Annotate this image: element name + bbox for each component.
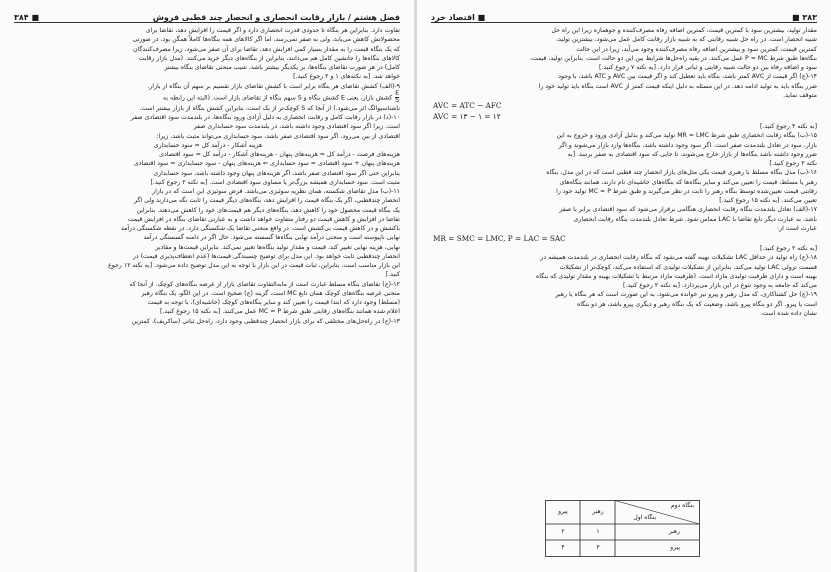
item-10-line: اقتصادی از بین می‌رود. اگر سود اقتصادی صفر باشد، سود حسابداری می‌تواند مثبت باشد، زیرا: — [156, 132, 400, 140]
item-19-line: است یا پیرو. اگر دو بنگاه پیرو باشد، وضعیت که یک بنگاه رهبر و دیگری پیرو باشد، هر دو بنگاه — [577, 300, 817, 308]
right-para-line: مقدار تولید، بیشترین سود با کمترین قیمت، کمترین اضافه رفاه مصرف‌کننده و جوهمازه زیرا این راه حل — [551, 27, 817, 34]
item-13-line: ۱۳-(ج) در راه‌حل‌های مختلفی که برای بازار انحصار چندقطبی وجود دارد، راه‌حل ثباتی (ساکریف)، کمترین — [131, 317, 400, 325]
item-16-line: رهبر یا مسلط، قیمت را تعیین می‌کند و سایر بنگاه‌ها که بنگاه‌های حاشیه‌ای نام دارند، همانند بنگاه‌های — [559, 178, 817, 186]
table-cell: ۲ — [561, 528, 565, 535]
left-para-line: محصولاتش کاهش می‌یابد، ولی به صفر نمی‌رسد. اما اگر کالاهای همه بنگاه‌ها کاملاً همگن بود، در صورتی — [132, 36, 400, 44]
left-page-number: ■ ۳۸۴ — [14, 13, 39, 22]
item-11-line: تقاضا در افزایش و کاهش قیمت دو رفتار متفاوت خواهد داشت و به عبارتی تقاضای بنگاه در افزایش قیمت — [127, 215, 400, 223]
item-9-line: ۹-(الف) کشش تقاضای هر بنگاه برابر است با کشش تقاضای بازار تقسیم بر سهم آن بنگاه از بازار. — [147, 82, 400, 90]
item-11-line: نهایی ناپیوسته است و منحنی درآمد نهایی بنگاه‌ها گسسته می‌شود. حال اگر در دامنه گسستگی درآمد — [143, 234, 400, 242]
fraction-numerator: E — [395, 89, 399, 97]
item-16-line: تعیین می‌کنند. [به نکته ۱۵ رجوع کنید.] — [719, 197, 817, 204]
item-10-line: هزینه آشکار - درآمد کل = سود حسابداری — [153, 141, 263, 149]
item-18-line: قسمت نزولی LAC تولید می‌کند. بنابراین از تشکیلات تولیدی که استفاده می‌کند، کوچک‌تر از تشکیلات — [559, 263, 817, 271]
left-page-header — [14, 8, 400, 23]
table-col-header-follower: پیرو — [558, 508, 568, 515]
fraction-denominator: S — [395, 96, 399, 104]
item-11-line: انحصار چندقطبی، اگر یک بنگاه قیمت را افزایش دهد، بنگاه‌های دیگر قیمت را ثابت نگه می‌دارند ولی اگر — [134, 197, 400, 205]
right-para-line: شبیه انحصار است. در راه حل شبیه رقابتی که به شبیه بازار رقابت کامل عمل می‌شود، بیشترین تولید، — [556, 36, 817, 44]
table-row-label-leader: رهبر — [668, 528, 680, 535]
item-18-line: ۱۸-(ج) راه تولید در حداقل LAC تشکیلات بهینه گفته می‌شود که بنگاه رقابت انحصاری در بلندمدت همیشه در — [540, 254, 817, 262]
item-18-line: می‌کند که جامعه به وجود تنوع در این بازار می‌پردازد. [به نکته ۲ رجوع کنید.] — [622, 282, 817, 289]
item-11-line: نهایی، هزینه نهایی تغییر کند، قیمت و مقدار تولید بنگاه‌ها تغییر نمی‌کند. بنابراین قیمت‌ها و مقادیر — [155, 243, 400, 251]
table-corner-bottom: بنگاه اول — [633, 514, 656, 521]
elasticity-fraction — [395, 91, 399, 104]
left-para-line: خواهد شد. [به نکته‌های ۱ و ۲ رجوع کنید.] — [293, 73, 400, 81]
item-10-line: است. زیرا اگر سود اقتصادی وجود داشته باشد، در بلندمدت سود حسابداری صفر — [193, 123, 400, 131]
item-14-line: متوقف نماید. — [783, 91, 817, 99]
item-9-line: ناشناسیوالگ اثر می‌شود.) از آنجا که S کوچک‌تر از یک است، بنابراین کشش بنگاه از بازار بیشتر است. — [139, 104, 400, 112]
right-para-line: کمترین قیمت، کمترین سود و بیشترین اضافه رفاه مصرف‌کننده وجود می‌آید، زیرا در این حالت — [576, 45, 817, 53]
item-11-line: ۱۱-(ب) مدل تقاضای شکسته، همان نظریه سوئیزی می‌باشد. فرض سوئیزی این است که در بازار — [152, 188, 400, 195]
item-19-line: نشان داده شده است. — [760, 309, 817, 317]
left-header-title: فصل هشتم / بازار رقابت انحصاری و انحصار چند قطبی فروش — [152, 13, 400, 22]
table-cell: ۳ — [596, 544, 600, 551]
item-15-line: ضرر وجود داشته باشد بنگاه‌ها از بازار خارج می‌شوند. تا جایی که سود اقتصادی به صفر برسد. [به — [567, 150, 817, 158]
item-10-line: هزینه‌های فرصت - درآمد کل = هزینه‌های پنهان - هزینه‌های آشکار - درآمد کل = سود اقتصادی — [159, 151, 400, 158]
right-page-body — [433, 26, 817, 572]
left-para-line: کامل) در هر صورت تقاضای بنگاه‌ها، بر یکدیگر بیشتر باشد، شیب منحنی تقاضای بنگاه بیشتر — [164, 64, 400, 71]
right-page — [417, 0, 831, 572]
right-para-line: سود و اضافه رفاه بین دو حالت شبیه رقابتی و ثباتی قرار دارد. [به نکته ۷ رجوع کنید.] — [598, 64, 817, 71]
item-12-line: ۱۲-(ج) تقاضای بنگاه مسلط عبارت است از مابه‌التفاوت تقاضای بازار از عرضه بنگاه‌های کوچک. از آنجا که — [129, 280, 400, 288]
item-9-formula-line — [16, 91, 400, 104]
item-12-line: (مسلط) وجود دارد که ابتدا قیمت را تعیین کند و سایر بنگاه‌های کوچک (حاشیه‌ای)، با توجه به قیمت — [147, 299, 400, 306]
item-18-line: بهینه است و دارای ظرفیت تولیدی مازاد است. (ظرفیت مازاد مرتبط با تشکیلات بهینه و مقدار تولیدی که بنگاه — [536, 272, 817, 280]
item-10-line: هزینه‌های پنهان + سود اقتصادی = سود حسابداری ⇐ هزینه‌های پنهان - سود حسابداری = سود اقتصادی — [133, 160, 400, 168]
item-17-line: باشد، به عبارت دیگر تابع تقاضا با LAC مماس شود. شرط تعادل بلندمدت بنگاه رقابت انحصاری — [573, 215, 817, 223]
right-page-header — [431, 8, 817, 23]
left-page — [0, 0, 414, 572]
item-9-text: کشش بازار، یعنی E کشش بنگاه و S سهم بنگاه از تقاضای بازار است. (البته این رابطه به — [163, 94, 393, 102]
table-row-label-follower: پیرو — [670, 544, 680, 551]
equation-long-run: MR = SMC = LMC, P = LAC = SAC — [433, 234, 566, 243]
item-12-line: اعلام شده همانند بنگاه‌های رقابتی طبق شرط MC = P عمل می‌کنند. [به نکته ۱۵ رجوع کنید.] — [160, 308, 400, 316]
item-16-line: رقابتی قیمت تعیین‌شده توسط بنگاه رهبر را ثابت در نظر می‌گیرند و طبق شرط MC = P تولید خود را — [556, 187, 817, 195]
item-15-line: بازار، سود در تعادل بلندمدت صفر است. اگر سود وجود داشته باشد، بنگاه‌ها وارد بازار می‌شوند و اگر — [558, 141, 817, 149]
left-para-line: که یک بنگاه قیمت را به مقدار بسیار کمی افزایش دهد، تقاضا برای آن صفر می‌شود، زیرا مصرف‌کنندگان — [133, 45, 400, 53]
item-11-line: کنید.] — [385, 271, 400, 279]
item-17-line: عبارت است از: — [777, 224, 817, 232]
equation-note: [به نکته ۲ رجوع کنید.] — [760, 245, 817, 252]
right-page-number: ۳۸۳ ■ — [792, 13, 817, 22]
item-19-line: ۱۹-(ج) حل کشتاکاری، که مدل رهبر و پیرو نیز خوانده می‌شود، به این صورت است که هر بنگاه یا رهبر — [555, 291, 817, 299]
table-corner-top: بنگاه دوم — [671, 502, 694, 509]
right-header-title: ■ اقتصاد خرد — [431, 13, 486, 22]
equation-note: [به نکته ۴ رجوع کنید.] — [760, 123, 817, 130]
table-cell: ۱ — [596, 528, 600, 535]
item-10-line: ۱۰-(د) در بازار رقابت کامل و رقابت انحصاری به دلیل آزادی ورود بنگاه‌ها، در بلندمدت سود اقتصادی صفر — [130, 114, 400, 121]
item-10-line: بنابراین حتی اگر سود اقتصادی صفر باشد، اگر هزینه‌های پنهان وجود داشته باشد، سود حسابداری — [153, 169, 400, 177]
left-para-line: کالاهای بنگاه‌ها را جانشین کامل هم می‌دانند، بنابراین از بنگاه‌های دیگر خرید می‌کنند. (مدل بازار رقابت — [138, 54, 400, 62]
item-15-line: ۱۵-(ب) بنگاه رقابت انحصاری طبق شرط MR = LMC تولید می‌کند و بدلیل آزادی ورود و خروج به این — [556, 132, 817, 140]
left-page-body — [16, 26, 400, 572]
equation-avc-1: AVC = ATC − AFC — [433, 101, 502, 110]
table-col-header-leader: رهبر — [592, 508, 604, 515]
item-11-line: یک بنگاه قیمت محصول خود را کاهش دهد، بنگاه‌های دیگر هم قیمت‌های خود را کاهش می‌دهند. بنابراین — [136, 206, 400, 214]
item-10-line: مثبت است. سود حسابداری همیشه بزرگ‌تر یا مساوی سود اقتصادی است. [به نکته ۲ رجوع کنید.] — [150, 178, 400, 186]
item-15-line: نکته ۲ رجوع کنید.] — [769, 160, 817, 167]
item-16-line: ۱۶-(ب) مدل بنگاه مسلط با رهبری قیمت یکی مثل‌های بازار انحصار چند قطبی است که در این مدل، بنگاه — [546, 169, 817, 177]
right-para-line: بنگاه‌ها طبق شرط P = MC عمل می‌کنند. در بقیه راه‌حل‌ها شرایط بین این دو حالت است. بنابراین تولید، قیمت، — [529, 54, 817, 62]
item-11-line: این بازار مناسب است. بنابراین، ثبات قیمت در این بازار با توجه به این مدل توضیح داده می‌شود. [به نکته ۱۲ رجوع — [108, 262, 400, 269]
equation-avc-2: AVC = ۱۳ − ۱ = ۱۲ — [433, 112, 501, 121]
item-14-line: ۱۴-(ج) اگر قیمت از AVC کمتر باشد، بنگاه باید تعطیل کند و اگر قیمت بین AVC و ATC باشد، با وجود — [558, 73, 817, 81]
item-11-line: باکشش و در کاهش قیمت بی‌کشش است. در واقع منحنی تقاضا یک شکستگی دارد. در نقطه شکستگی درآمد — [120, 225, 400, 232]
item-11-line: انحصار چندقطبی ثابت خواهد بود. این مدل برای توضیح چسبندگی قیمت‌ها (عدم انعطاف‌پذیری قیمت) در — [132, 252, 400, 260]
payoff-table — [545, 500, 700, 557]
table-cell: ۴ — [561, 544, 565, 551]
left-para-line: تفاوت دارد. بنابراین هر بنگاه تا حدودی قدرت انحصاری دارد و اگر قیمت را افزایش دهد، تقاضا برای — [145, 27, 400, 34]
item-17-line: ۱۷-(الف) تعادل بلندمدت بنگاه رقابت انحصاری هنگامی برقرار می‌شود که سود اقتصادی برابر با صفر — [559, 206, 817, 214]
item-14-line: ضرر بنگاه باید به تولید ادامه دهد. در این مسئله به دلیل اینکه قیمت کمتر از AVC است بنگاه باید تولید خود را — [538, 82, 817, 90]
item-12-line: منحنی عرضه بنگاه‌های کوچک همان تابع MC است، گزینه (ج) صحیح است. در این الگو، یک بنگاه رهبر — [141, 289, 400, 297]
